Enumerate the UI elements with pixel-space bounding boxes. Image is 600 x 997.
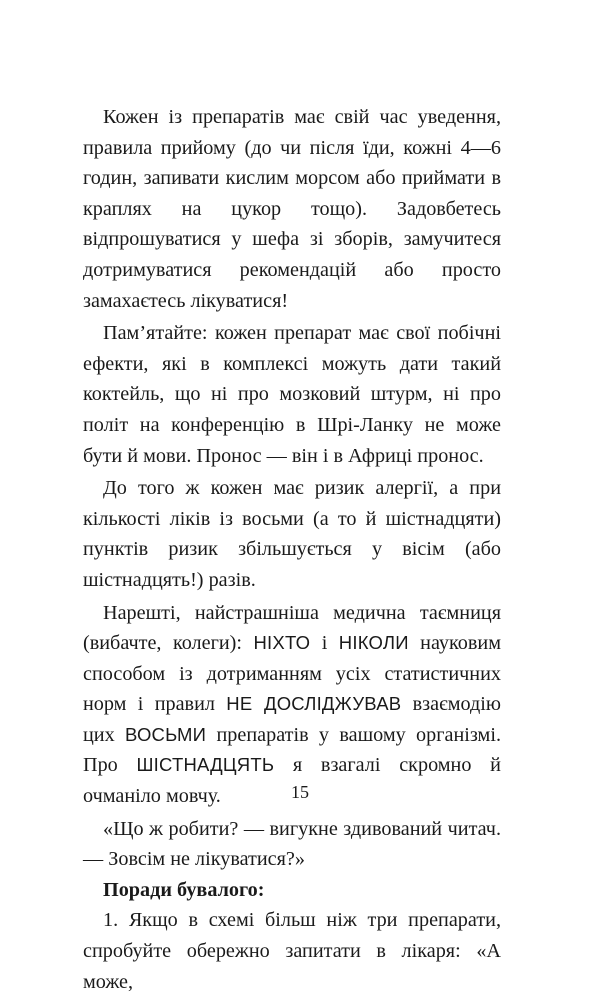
caps-word-sixteen: ШІСТНАДЦЯТЬ bbox=[136, 754, 275, 776]
text-run: і bbox=[310, 632, 339, 655]
paragraph-1: Кожен із препаратів має свій час уведення, правила прийому (до чи після їди, кожні 4—6 годин, запивати кислим морсом або приймати в краплях на цукор тощо). Задовбетесь відпрошуватися у шефа зі зборів, замучитеся дотримуватися рекомендацій або просто замахаєтесь лікуватися! bbox=[83, 106, 501, 312]
caps-word-never: НІКОЛИ bbox=[338, 632, 409, 654]
paragraph-3: До того ж кожен має ризик алергії, а при кількості ліків із восьми (а то й шістнадцяти) пунктів ризик збільшується у вісім (або шістнадцять!) разів. bbox=[83, 477, 501, 591]
caps-word-nobody: НІХТО bbox=[253, 632, 311, 654]
advice-heading: Поради бувалого: bbox=[103, 878, 265, 901]
page-body bbox=[83, 102, 501, 997]
paragraph-2: Пам’ятайте: кожен препарат має свої побічні ефекти, які в комплексі можуть дати такий коктейль, що ні про мозковий штурм, ні про політ на конференцію в Шрі-Ланку не може бути й мови. Пронос — він і в Африці пронос. bbox=[83, 322, 501, 467]
advice-item-1: 1. Якщо в схемі більш ніж три препарати, спробуйте обережно запитати в лікаря: «А може, bbox=[83, 909, 501, 993]
text-run: Нарешті, найстрашніша медична таємниця (вибачте, колеги): bbox=[83, 601, 501, 655]
page-number: 15 bbox=[291, 782, 309, 802]
caps-word-eight: ВОСЬМИ bbox=[125, 723, 207, 745]
caps-word-not-studied: НЕ ДОСЛІДЖУВАВ bbox=[226, 693, 402, 715]
paragraph-4 bbox=[83, 598, 501, 812]
text-run: науковим способом із дотриманням усіх статистичних норм і правил bbox=[83, 632, 501, 716]
paragraph-5: «Що ж робити? — вигукне здивований читач. — Зовсім не лікуватися?» bbox=[83, 817, 501, 871]
text-run: взаємодію цих bbox=[83, 693, 501, 746]
text-run: я взагалі скромно й очманіло мовчу. bbox=[83, 754, 501, 808]
text-run: препаратів у вашому організмі. Про bbox=[83, 723, 501, 777]
